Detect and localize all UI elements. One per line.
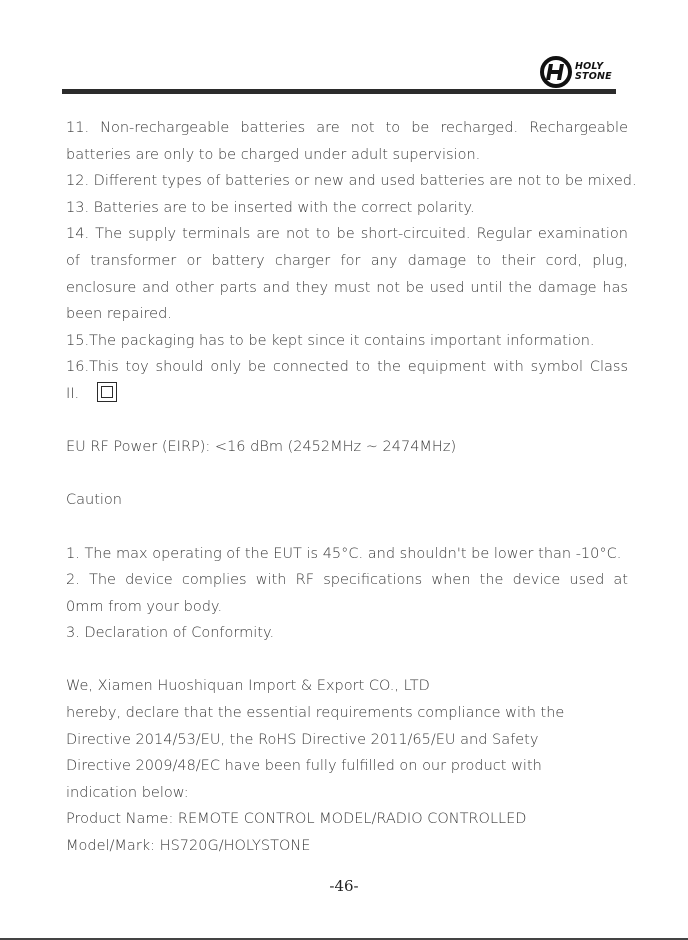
text-line: indication below: <box>66 784 189 801</box>
text-line: hereby, declare that the essential requirements compliance with the <box>66 705 565 722</box>
logo-wordmark <box>575 62 612 82</box>
holystone-logo-icon <box>540 56 574 88</box>
page-number: -46- <box>329 877 359 895</box>
class-ii-line <box>66 381 628 408</box>
page-body <box>66 115 637 860</box>
logo-line2: STONE <box>575 71 612 82</box>
text-line: 13. Batteries are to be inserted with the correct polarity. <box>66 199 475 216</box>
text-line: 15.The packaging has to be kept since it contains important information. <box>66 332 595 349</box>
text-line: II. <box>66 385 80 402</box>
section-heading-caution: Caution <box>66 492 122 509</box>
text-line: of transformer or battery charger for any damage to their cord, plug, <box>66 252 628 269</box>
text-line: 12. Different types of batteries or new and used batteries are not to be mixed. <box>66 173 637 190</box>
text-line: 2. The device complies with RF specifications when the device used at <box>66 572 628 589</box>
text-line: Directive 2014/53/EU, the RoHS Directive 2011/65/EU and Safety <box>66 731 539 748</box>
holystone-logo <box>540 56 612 88</box>
text-line: 0mm from your body. <box>66 598 223 615</box>
spacer <box>66 647 628 674</box>
text-line: 16.This toy should only be connected to the equipment with symbol Class <box>66 359 628 376</box>
text-line: been repaired. <box>66 306 172 323</box>
text-line: Model/Mark: HS720G/HOLYSTONE <box>66 838 311 855</box>
text-line: Product Name: REMOTE CONTROL MODEL/RADIO CONTROLLED <box>66 811 527 828</box>
text-line: EU RF Power (EIRP): <16 dBm (2452MHz ~ 2474MHz) <box>66 439 457 456</box>
text-line: 14. The supply terminals are not to be short-circuited. Regular examination <box>66 226 628 243</box>
text-line: 3. Declaration of Conformity. <box>66 625 275 642</box>
text-line: 11. Non-rechargeable batteries are not to be recharged. Rechargeable <box>66 120 628 136</box>
text-line: 1. The max operating of the EUT is 45°C. and shouldn't be lower than -10°C. <box>66 545 622 562</box>
spacer <box>66 514 628 541</box>
text-line: We, Xiamen Huoshiquan Import & Export CO., LTD <box>66 678 430 695</box>
header-divider <box>62 89 616 94</box>
text-line: enclosure and other parts and they must not be used until the damage has <box>66 279 628 296</box>
text-line: batteries are only to be charged under adult supervision. <box>66 146 481 163</box>
text-line: Directive 2009/48/EC have been fully fulfilled on our product with <box>66 758 542 775</box>
class-ii-double-square-icon <box>97 382 117 402</box>
spacer <box>66 461 628 488</box>
logo-line1: HOLY <box>575 61 604 72</box>
spacer <box>66 408 628 435</box>
